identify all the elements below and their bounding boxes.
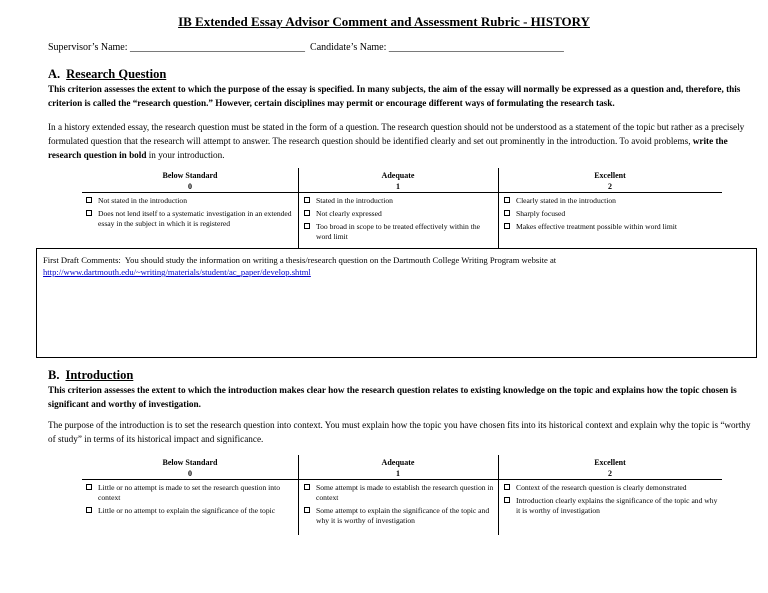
comment-text (37, 249, 756, 283)
section-b-criterion: This criterion assesses the extent to which the introduction makes clear how the research question relates to existing knowledge on the topic and explains how the topic chosen is significant and worthy of investigation. (48, 385, 737, 409)
section-b-title: Introduction (65, 368, 134, 382)
checkbox-icon[interactable] (86, 507, 92, 513)
checkbox-icon[interactable] (86, 484, 92, 490)
checkbox-icon[interactable] (504, 223, 510, 229)
col-label: Excellent (594, 171, 626, 180)
section-a-paragraph (48, 120, 753, 162)
section-b-paragraph: The purpose of the introduction is to set the research question into context. You must explain how the topic you have chosen fits into its historical context and explain why the topic is “worthy of study” in terms of its historical impact and significance. (48, 420, 751, 444)
below-standard-list (86, 196, 292, 232)
col-label: Below Standard (162, 171, 218, 180)
checkbox-icon[interactable] (86, 210, 92, 216)
supervisor-name-field[interactable]: ___________________________________ (130, 42, 306, 53)
list-item: Clearly stated in the introduction (504, 196, 720, 206)
list-item: Not stated in the introduction (86, 196, 292, 206)
list-item: Introduction clearly explains the significance of the topic and why it is worthy of investigation (504, 496, 720, 516)
col-adequate (298, 170, 498, 192)
checkbox-icon[interactable] (504, 197, 510, 203)
candidate-name-field[interactable]: ___________________________________ (388, 42, 564, 53)
col-score: 0 (188, 469, 192, 478)
col-score: 1 (396, 182, 400, 191)
list-item: Little or no attempt is made to set the research question into context (86, 483, 292, 503)
section-a-letter: A. (48, 67, 61, 81)
section-b-heading (48, 368, 133, 383)
col-label: Adequate (381, 458, 415, 467)
list-item: Some attempt is made to establish the research question in context (304, 483, 494, 503)
below-standard-list (86, 483, 292, 519)
col-score: 2 (608, 469, 612, 478)
excellent-list (504, 483, 720, 519)
adequate-list (304, 483, 494, 529)
list-item: Too broad in scope to be treated effectively within the word limit (304, 222, 494, 242)
checkbox-icon[interactable] (304, 484, 310, 490)
comment-body: You should study the information on writing a thesis/research question on the Dartmouth College Writing Program website at (124, 255, 557, 265)
section-a-para-bold: write the research question in bold (48, 136, 728, 160)
section-a-criterion: This criterion assesses the extent to which the purpose of the essay is specified. In many subjects, the aim of the essay will normally be expressed as a question and, therefore, this criterion is called the “research question.” However, certain disciplines may permit or encourage different ways of formulating the research task. (48, 84, 741, 108)
checkbox-icon[interactable] (504, 484, 510, 490)
list-item: Context of the research question is clearly demonstrated (504, 483, 720, 493)
col-excellent (498, 457, 722, 479)
list-item: Makes effective treatment possible within word limit (504, 222, 720, 232)
col-below-standard (82, 170, 298, 192)
col-score: 1 (396, 469, 400, 478)
checkbox-icon[interactable] (504, 210, 510, 216)
comment-label: First Draft Comments: (43, 255, 121, 265)
section-a-para-text: In a history extended essay, the research question must be stated in the form of a question. The research question should not be understood as a statement of the topic but rather as a precisely formulated question that the research will attempt to answer. The research question should be identified clearly and set out prominently in the introduction. To avoid problems, (48, 122, 745, 146)
list-item: Some attempt to explain the significance of the topic and why it is worthy of investigation (304, 506, 494, 526)
checkbox-icon[interactable] (86, 197, 92, 203)
col-below-standard (82, 457, 298, 479)
col-score: 2 (608, 182, 612, 191)
list-item: Does not lend itself to a systematic investigation in an extended essay in the subject in which it is registered (86, 209, 292, 229)
section-a-rubric (82, 168, 722, 248)
adequate-list (304, 196, 494, 245)
section-b-letter: B. (48, 368, 60, 382)
excellent-list (504, 196, 720, 235)
dartmouth-link[interactable]: http://www.dartmouth.edu/~writing/materials/student/ac_paper/develop.shtml (43, 267, 311, 277)
checkbox-icon[interactable] (304, 210, 310, 216)
first-draft-comments-box[interactable] (36, 248, 757, 358)
name-fields (48, 42, 564, 53)
col-label: Adequate (381, 171, 415, 180)
candidate-label: Candidate’s Name: (310, 42, 387, 53)
supervisor-label: Supervisor’s Name: (48, 42, 128, 53)
checkbox-icon[interactable] (504, 497, 510, 503)
page-title: IB Extended Essay Advisor Comment and Assessment Rubric - HISTORY (178, 14, 590, 29)
section-b-rubric (82, 455, 722, 535)
section-a-para-end: in your introduction. (148, 150, 225, 160)
col-adequate (298, 457, 498, 479)
checkbox-icon[interactable] (304, 507, 310, 513)
col-label: Below Standard (162, 458, 218, 467)
checkbox-icon[interactable] (304, 197, 310, 203)
list-item: Sharply focused (504, 209, 720, 219)
list-item: Little or no attempt to explain the significance of the topic (86, 506, 292, 516)
col-score: 0 (188, 182, 192, 191)
list-item: Not clearly expressed (304, 209, 494, 219)
section-a-title: Research Question (66, 67, 167, 81)
col-excellent (498, 170, 722, 192)
col-label: Excellent (594, 458, 626, 467)
checkbox-icon[interactable] (304, 223, 310, 229)
list-item: Stated in the introduction (304, 196, 494, 206)
section-a-heading (48, 67, 166, 82)
